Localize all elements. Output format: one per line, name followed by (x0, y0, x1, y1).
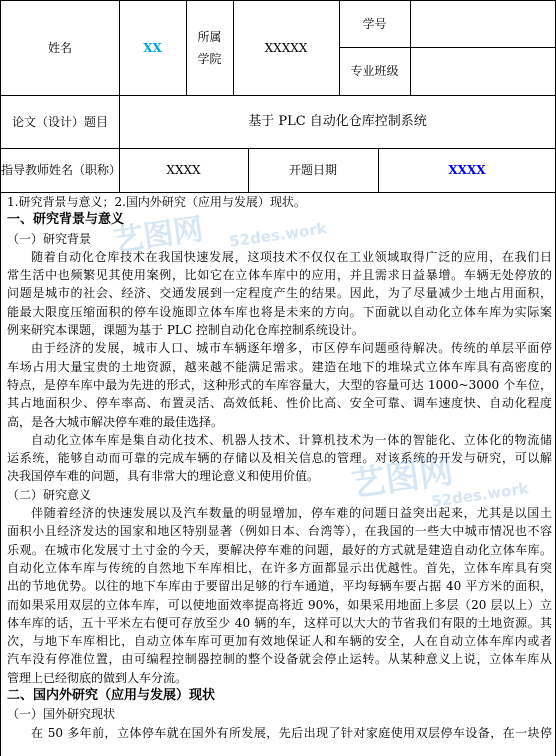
paragraph-line: 伴随着经济的快速发展以及汽车数量的明显增加，停车难的问题日益突出起来，尤其是以国土 (31, 506, 552, 521)
paragraph-line: 由于经济的发展，城市人口、城市车辆逐年增多，市区停车问题亟待解决。传统的单层平面停 (31, 341, 552, 356)
paragraph-line: 运系统，能够自动而可靠的完成车辆的存储以及相关信息的管理。对该系统的开发与研究，可以解 (7, 451, 552, 466)
sub1-title: （一）研究背景 (7, 231, 92, 246)
advisor-value: XXXX (166, 163, 201, 177)
paragraph-line: 乐观。在城市化发展寸土寸金的今天，要解决停车难的问题，最好的方式就是建造自动化立体车库。 (7, 542, 552, 557)
paragraph-line: 自动化立体车库与传统的自然地下车库相比，在许多方面都显示出优越性。首先，立体车库具有突 (7, 560, 552, 575)
paragraph-line: 面积小且经济发达的国家和地区特别显著（例如日本、台湾等），在我国的一些大中城市情况也不容 (7, 524, 552, 539)
paragraph-1 (7, 248, 552, 339)
watermark-url: 52des.work (430, 479, 530, 511)
paragraph-3 (7, 431, 552, 486)
watermark-logo: 艺图网 (111, 211, 206, 260)
paragraph-line: 而如果采用双层的立体车库，可以使地面效率提高将近 90%，如果采用地面上多层（20 层以上）立 (7, 597, 552, 612)
intro-line: 1.研究背景与意义；2.国内外研究（应用与发展）现状。 (7, 195, 306, 209)
thesis-title-label: 论文（设计）题目 (11, 114, 108, 129)
college-label: 所属 学院 (197, 29, 222, 66)
paragraph-line: 管理上已经彻底的做到人车分流。 (7, 670, 188, 685)
student-id-label: 学号 (362, 16, 387, 31)
paragraph-line: 其占地面积少、停车率高、布置灵活、高效低耗、性价比高、安全可靠、调车速度快、自动化程度 (7, 396, 552, 411)
watermark-logo: 艺图网 (349, 451, 456, 505)
start-date-label: 开题日期 (288, 163, 337, 177)
paragraph-line: 汽车没有停准位置，由可编程控制器控制的整个设备就会停止运转。从某种意义上说，立体车库从 (7, 652, 552, 667)
paragraph-line: 高，是各大城市解决停车难的最佳选择。 (7, 414, 224, 429)
college-value: XXXXX (264, 40, 308, 55)
section1-title: 一、研究背景与意义 (7, 212, 125, 228)
sub2-title: （二）研究意义 (7, 487, 92, 502)
sub3-title: （一）国外研究现状 (7, 707, 116, 722)
paragraph-line: 随着自动化仓库技术在我国快速发展，这项技术不仅仅在工业领域取得广泛的应用，在我们日 (31, 249, 552, 264)
paragraph-line: 自动化立体车库是集自动化技术、机器人技术、计算机技术为一体的智能化、立体化的物流储 (31, 432, 552, 447)
student-id-value (410, 0, 556, 47)
paragraph-4 (7, 504, 552, 687)
watermark-url: 52des.work (228, 219, 328, 251)
paragraph-line: 例来研究本课题，课题为基于 PLC 控制自动化仓库控制系统设计。 (7, 323, 364, 338)
paragraph-line: 出的节地优势。以往的地下车库由于要留出足够的行车通道，平均每辆车要占据 40 平方米的面积， (7, 579, 552, 594)
start-date-value: XXXX (448, 163, 486, 177)
major-class-label: 专业班级 (350, 64, 399, 78)
paragraph-line: 体车库的话，五十平米左右便可存放至少 40 辆的车，这样可以大大的节省我们有限的土地资源。其 (7, 615, 552, 630)
proposal-body (7, 193, 552, 742)
name-label: 姓名 (47, 40, 72, 55)
paragraph-line: 能最大限度压缩面积的停车设施即立体车库也将是未来的方向。下面就以自动化立体车库为实际案 (7, 304, 552, 319)
paragraph-line: 问题是城市的社会、经济、交通发展到一定程度产生的结果。因此，为了尽量减少土地占用面积， (7, 286, 552, 301)
advisor-label: 指导教师姓名（职称） (1, 163, 122, 177)
paragraph-line: 决我国停车难的问题，具有非常大的理论意义和使用价值。 (7, 469, 320, 484)
name-value: XX (143, 40, 162, 55)
thesis-title-value: 基于 PLC 自动化仓库控制系统 (248, 113, 427, 129)
paragraph-line: 次，与地下车库相比，自动立体车库可更加有效地保证人和车辆的安全，人在自动立体车库内或者 (7, 634, 552, 649)
paragraph-2 (7, 339, 552, 430)
paragraph-line: 车场占用大量宝贵的土地资源，越来越不能满足需求。建造在地下的堆垛式立体车库具有高密度的 (7, 359, 552, 374)
paragraph-line: 特点，是停车库中最为先进的形式，这种形式的车库容量大，大型的容量可达 1000~3000 个车位， (7, 377, 552, 392)
paragraph-line: 常生活中也频繁见其使用案例，比如它在立体车库中的应用，并且需求日益暴增。车辆无处停放的 (7, 268, 552, 283)
paragraph-line: 在 50 多年前，立体停车就在国外有所发展，先后出现了针对家庭使用双层停车设备，在一块停 (31, 725, 552, 740)
major-class-value (410, 47, 556, 95)
section2-title: 二、国内外研究（应用与发展）现状 (7, 688, 216, 704)
